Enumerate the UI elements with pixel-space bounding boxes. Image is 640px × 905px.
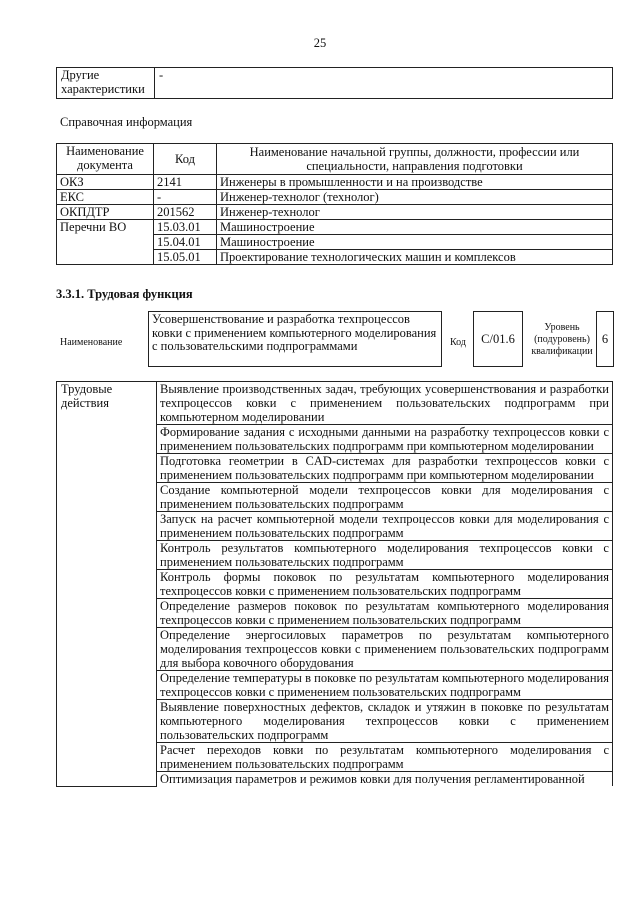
action-item: Расчет переходов ковки по результатам компьютерного моделирования с применением пользовательских подпрограмм	[157, 743, 613, 772]
table-row	[57, 205, 613, 220]
action-item: Определение температуры в поковке по результатам компьютерного моделирования техпроцессов ковки с применением пользовательских подпрограмм	[157, 671, 613, 700]
cell-code: 2141	[154, 175, 217, 190]
reference-title: Справочная информация	[60, 115, 193, 129]
other-characteristics-table	[56, 67, 613, 99]
table-row	[57, 175, 613, 190]
action-item: Определение энергосиловых параметров по результатам компьютерного моделирования техпроцессов ковки с применением пользовательских подпрограмм для выбора ковочного оборудования	[157, 628, 613, 671]
cell-name: Проектирование технологических машин и комплексов	[217, 250, 613, 265]
cell-code: 15.05.01	[154, 250, 217, 265]
action-item: Контроль формы поковок по результатам компьютерного моделирования техпроцессов ковки с применением пользовательских подпрограмм	[157, 570, 613, 599]
action-item: Выявление поверхностных дефектов, складок и утяжин в поковке по результатам компьютерного моделирования техпроцессов ковки с применением пользовательских подпрограмм	[157, 700, 613, 743]
cell-code: 201562	[154, 205, 217, 220]
table-header-row	[57, 144, 613, 175]
action-item: Выявление производственных задач, требующих усовершенствования и разработки техпроцессов ковки с применением пользовательских подпрограмм при компьютерном моделировании	[157, 382, 613, 425]
column-header-document: Наименование документа	[57, 144, 154, 175]
function-heading: 3.3.1. Трудовая функция	[56, 287, 193, 301]
column-header-name: Наименование начальной группы, должности, профессии или специальности, направления подготовки	[217, 144, 613, 175]
column-header-code: Код	[154, 144, 217, 175]
table-row	[57, 68, 613, 99]
actions-label: Трудовые действия	[57, 382, 157, 787]
function-name-box: Усовершенствование и разработка техпроцессов ковки с применением компьютерного моделирования с пользовательскими подпрограммами	[148, 311, 442, 367]
cell-document: ОКПДТР	[57, 205, 154, 220]
cell-document: ЕКС	[57, 190, 154, 205]
action-item: Оптимизация параметров и режимов ковки для получения регламентированной	[157, 772, 613, 787]
code-label: Код	[450, 337, 466, 348]
cell-name: Машиностроение	[217, 220, 613, 235]
action-item: Создание компьютерной модели техпроцессов ковки для моделирования с применением пользовательских подпрограмм	[157, 483, 613, 512]
action-item: Подготовка геометрии в CAD-системах для разработки техпроцессов ковки с применением пользовательских подпрограмм при компьютерном моделировании	[157, 454, 613, 483]
cell-document: ОКЗ	[57, 175, 154, 190]
page-number: 25	[313, 36, 327, 50]
action-item: Контроль результатов компьютерного моделирования техпроцессов ковки с применением пользовательских подпрограмм	[157, 541, 613, 570]
action-item: Формирование задания с исходными данными на разработку техпроцессов ковки с применением пользовательских подпрограмм при компьютерном моделировании	[157, 425, 613, 454]
table-row	[57, 190, 613, 205]
action-item: Запуск на расчет компьютерной модели техпроцессов ковки для моделирования с применением пользовательских подпрограмм	[157, 512, 613, 541]
cell-name: Инженеры в промышленности и на производстве	[217, 175, 613, 190]
other-label: Другие характеристики	[57, 68, 155, 99]
cell-code: 15.04.01	[154, 235, 217, 250]
cell-name: Инженер-технолог	[217, 205, 613, 220]
reference-table	[56, 143, 613, 265]
qualification-level-box: 6	[596, 311, 614, 367]
function-code-box: C/01.6	[473, 311, 523, 367]
qualification-level-label: Уровень (подуровень) квалификации	[531, 322, 593, 357]
table-row	[57, 382, 613, 425]
cell-document: Перечни ВО	[57, 220, 154, 265]
cell-code: -	[154, 190, 217, 205]
name-label: Наименование	[60, 337, 123, 348]
other-value: -	[155, 68, 613, 99]
cell-code: 15.03.01	[154, 220, 217, 235]
cell-name: Машиностроение	[217, 235, 613, 250]
action-item: Определение размеров поковок по результатам компьютерного моделирования техпроцессов ковки с применением пользовательских подпрограмм	[157, 599, 613, 628]
table-row	[57, 220, 613, 235]
labour-actions-table	[56, 381, 613, 787]
cell-name: Инженер-технолог (технолог)	[217, 190, 613, 205]
